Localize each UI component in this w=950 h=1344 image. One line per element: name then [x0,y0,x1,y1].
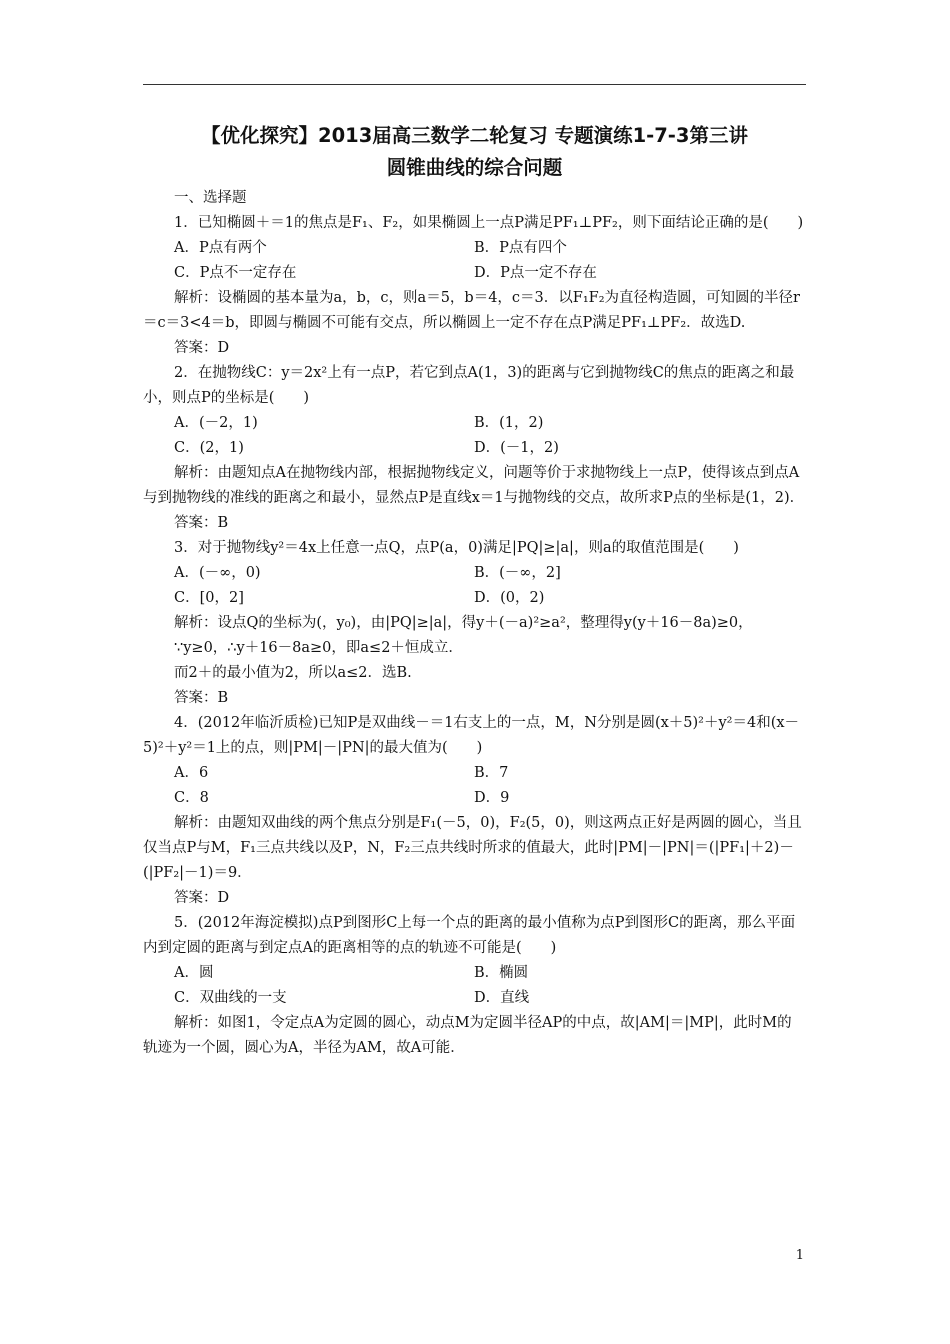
q3-option-c: C．[0，2] [174,590,244,606]
q2-option-d: D．(－1，2) [474,440,559,456]
q3-analysis-line-3: 而2＋的最小值为2，所以a≤2．选B. [174,665,412,681]
q3-option-a: A．(－∞，0) [174,565,261,581]
q5-option-b: B．椭圆 [474,965,529,981]
q1-answer: 答案：D [174,340,230,356]
q5-analysis: 解析：如图1，令定点A为定圆的圆心，动点M为定圆半径AP的中点，故|AM|＝|MP|，此时M的轨迹为一个圆，圆心为A，半径为AM，故A可能． [143,1015,792,1056]
q1-options-row-2 [143,261,806,286]
document-body [143,186,806,1061]
q4-options-row-2 [143,786,806,811]
document-title [143,120,806,184]
q3-options-row-2 [143,586,806,611]
question-3: 3．对于抛物线y²＝4x上任意一点Q，点P(a，0)满足|PQ|≥|a|，则a的取值范围是( ) [174,540,739,556]
q2-option-a: A．(－2，1) [174,415,258,431]
q1-option-d: D．P点一定不存在 [474,265,597,281]
q3-answer: 答案：B [174,690,229,706]
q5-option-a: A．圆 [174,965,214,981]
q4-analysis: 解析：由题知双曲线的两个焦点分别是F₁(－5，0)，F₂(5，0)，则这两点正好是两圆的圆心，当且仅当点P与M，F₁三点共线以及P，N，F₂三点共线时所求的值最大，此时|PM|－|PN|＝(|PF₁|＋2)－(|PF₂|－1)＝9． [143,815,802,881]
q5-options-row-1 [143,961,806,986]
q2-options-row-2 [143,436,806,461]
q4-option-b: B．7 [474,765,509,781]
q3-analysis-line-2: ∵y≥0，∴y＋16－8a≥0，即a≤2＋恒成立． [174,640,463,656]
q3-analysis: 解析：设点Q的坐标为(，y₀)，由|PQ|≥|a|，得y＋(－a)²≥a²，整理得y(y＋16－8a)≥0， [174,615,753,631]
q1-option-c: C．P点不一定存在 [174,265,297,281]
question-2: 2．在抛物线C：y＝2x²上有一点P，若它到点A(1，3)的距离与它到抛物线C的焦点的距离之和最小，则点P的坐标是( ) [143,365,795,406]
page-number: 1 [795,1248,804,1263]
q2-option-b: B．(1，2) [474,415,544,431]
section-heading: 一、选择题 [174,190,247,206]
question-5: 5．(2012年海淀模拟)点P到图形C上每一个点的距离的最小值称为点P到图形C的距离，那么平面内到定圆的距离与到定点A的距离相等的点的轨迹不可能是( ) [143,915,796,956]
q4-option-d: D．9 [474,790,510,806]
q1-option-b: B．P点有四个 [474,240,567,256]
question-1: 1．已知椭圆＋＝1的焦点是F₁、F₂，如果椭圆上一点P满足PF₁⊥PF₂，则下面结论正确的是( ) [174,215,804,231]
q2-answer: 答案：B [174,515,229,531]
q1-option-a: A．P点有两个 [174,240,267,256]
q4-option-c: C．8 [174,790,209,806]
q5-option-d: D．直线 [474,990,530,1006]
q3-option-d: D．(0，2) [474,590,545,606]
q4-option-a: A．6 [174,765,209,781]
title-line-1: 【优化探究】2013届高三数学二轮复习 专题演练1-7-3第三讲 [201,124,748,147]
q5-options-row-2 [143,986,806,1011]
title-line-2: 圆锥曲线的综合问题 [386,156,563,179]
q5-option-c: C．双曲线的一支 [174,990,287,1006]
header-rule [143,84,806,85]
q4-answer: 答案：D [174,890,230,906]
q1-analysis: 解析：设椭圆的基本量为a，b，c，则a＝5，b＝4，c＝3．以F₁F₂为直径构造圆，可知圆的半径r＝c＝3<4＝b，即圆与椭圆不可能有交点，所以椭圆上一定不存在点P满足PF₁⊥PF₂．故选D. [143,290,800,331]
q2-analysis: 解析：由题知点A在抛物线内部，根据抛物线定义，问题等价于求抛物线上一点P，使得该点到点A与到抛物线的准线的距离之和最小，显然点P是直线x＝1与抛物线的交点，故所求P点的坐标是(1，2)． [143,465,805,506]
q1-options-row-1 [143,236,806,261]
q2-option-c: C．(2，1) [174,440,244,456]
q3-option-b: B．(－∞，2] [474,565,561,581]
question-4: 4．(2012年临沂质检)已知P是双曲线－＝1右支上的一点，M，N分别是圆(x＋5)²＋y²＝4和(x－5)²＋y²＝1上的点，则|PM|－|PN|的最大值为( ) [143,715,800,756]
q4-options-row-1 [143,761,806,786]
q2-options-row-1 [143,411,806,436]
q3-options-row-1 [143,561,806,586]
